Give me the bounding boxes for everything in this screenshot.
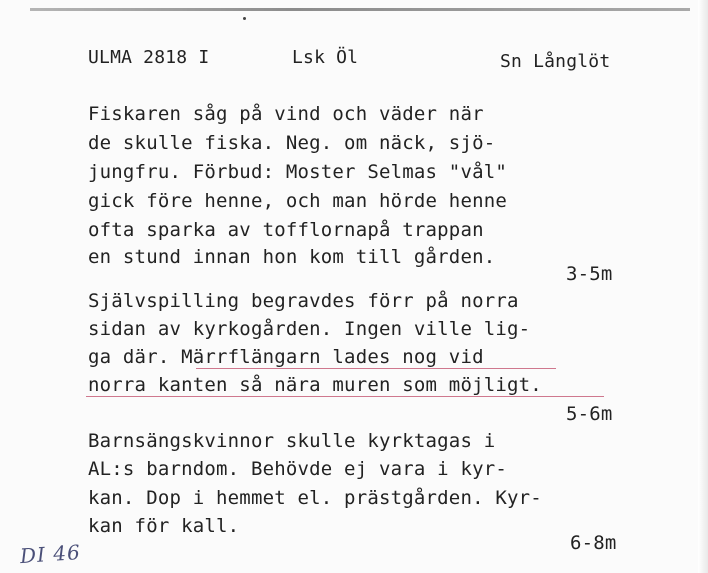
text-line: ga där. Märrflängarn lades nog vid [88,346,484,368]
archive-number: ULMA 2818 I [88,47,210,68]
paper-speck [243,17,246,20]
card-top-edge [30,8,690,11]
place-name: Sn Långlöt [500,51,611,72]
text-line: kan. Dop i hemmet el. prästgården. Kyr- [88,487,542,509]
text-line: Barnsängskvinnor skulle kyrktagas i [88,430,496,452]
text-line: jungfru. Förbud: Moster Selmas "vål" [88,161,508,183]
text-line: en stund innan hon kom till gården. [88,246,496,268]
range-marker: 6-8m [570,532,617,554]
text-line: Självspilling begravdes förr på norra [88,290,519,312]
text-line: ofta sparka av tofflornapå trappan [88,219,484,241]
range-marker: 3-5m [566,263,613,285]
card-right-edge [698,0,708,573]
parish-code: Lsk Öl [292,47,359,68]
text-line: gick före henne, och man hörde henne [88,190,508,212]
text-line: norra kanten så nära muren som möjligt. [88,374,542,396]
text-line: Fiskaren såg på vind och väder när [88,103,484,125]
text-line: sidan av kyrkogården. Ingen ville lig- [88,318,531,340]
range-marker: 5-6m [566,403,613,425]
red-underline [196,368,556,369]
red-underline [86,396,604,397]
text-line: de skulle fiska. Neg. om näck, sjö- [88,132,496,154]
handwritten-note: DI 46 [19,539,82,569]
text-line: AL:s barndom. Behövde ej vara i kyr- [88,458,508,480]
text-line: kan för kall. [88,515,240,537]
